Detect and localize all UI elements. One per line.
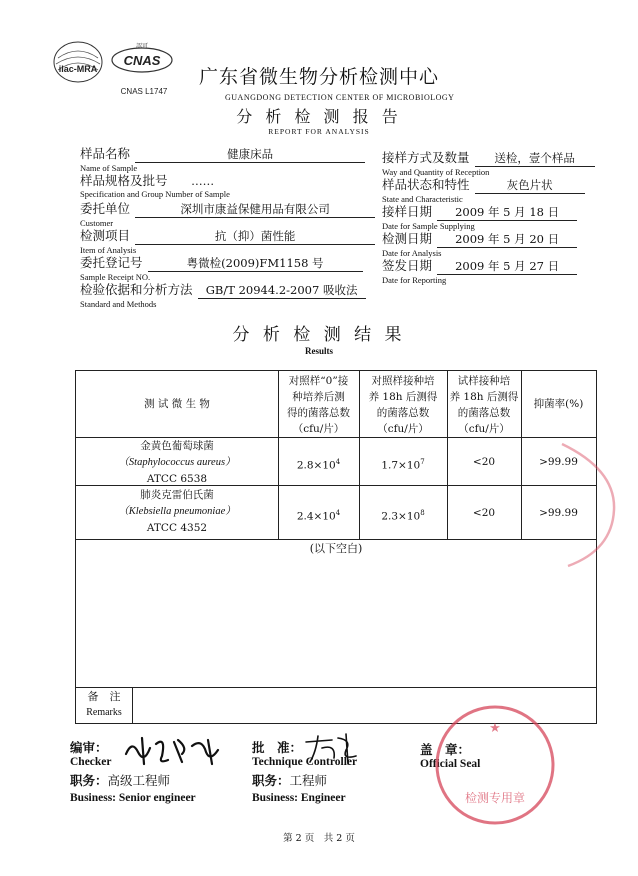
field-date-reporting: 签发日期 2009 年 5 月 27 日 Date for Reporting (382, 255, 577, 285)
official-seal-stamp (432, 702, 558, 828)
header-organism: 测 试 微 生 物 (144, 398, 210, 410)
table-cell-control-18h: $2.3\times 10^8$ (381, 509, 425, 523)
field-customer: 委托单位 深圳市康益保健用品有限公司 Customer (80, 198, 375, 228)
cnas-text: CNAS (123, 53, 161, 68)
page-number: 第 2 页 共 2 页 (283, 833, 355, 844)
field-specification: 样品规格及批号 …… Specification and Group Number of Sample (80, 173, 230, 199)
table-cell-sample: <20 (472, 507, 496, 519)
report-title-en: REPORT FOR ANALYSIS (268, 127, 370, 136)
controller-block: 批 准： Technique Controller 职务：工程师 Business: Engineer (252, 740, 358, 804)
partial-seal-stamp (558, 440, 618, 570)
remarks-label: 备 注 Remarks (86, 690, 122, 718)
ilac-mra-text: ilac-MRA (58, 64, 98, 74)
header-control-0h: 对照样“0”接 种培养后测 得的菌落总数 （cfu/片） (287, 375, 350, 435)
svg-text:★: ★ (489, 721, 501, 736)
institution-title-en: GUANGDONG DETECTION CENTER OF MICROBIOLOGY (225, 93, 455, 102)
results-title: 分 析 检 测 结 果 (232, 325, 406, 345)
checker-signature (122, 734, 232, 768)
table-cell-control-18h: $1.7\times 10^7$ (381, 458, 425, 472)
field-standard-methods: 检验依据和分析方法 GB/T 20944.2-2007 吸收法 Standard and Methods (80, 279, 366, 309)
table-cell-rate: >99.99 (539, 456, 578, 468)
table-row-organism: 肺炎克雷伯氏菌 （Klebsiella pneumoniae） ATCC 4352 (118, 489, 236, 534)
cnas-code: CNAS L1747 (120, 87, 168, 96)
header-inhibition-rate: 抑菌率(%) (533, 398, 584, 410)
blank-note: (以下空白) (309, 542, 363, 555)
field-state: 样品状态和特性 灰色片状 State and Characteristic (382, 174, 585, 204)
table-cell-control-0h: $2.8\times 10^4$ (296, 458, 341, 472)
svg-text:检测专用章: 检测专用章 (464, 791, 526, 805)
report-title: 分 析 检 测 报 告 (236, 107, 402, 126)
table-cell-sample: <20 (472, 456, 496, 468)
field-date-analysis: 检测日期 2009 年 5 月 20 日 Date for Analysis (382, 228, 577, 258)
field-reception: 接样方式及数量 送检，壹个样品 Way and Quantity of Reception (382, 147, 595, 177)
institution-title: 广东省微生物分析检测中心 (198, 66, 439, 88)
field-sample-receipt: 委托登记号 粤微检(2009)FM1158 号 Sample Receipt NO. (80, 252, 363, 282)
controller-signature (302, 732, 362, 766)
seal-block: 盖 章： Official Seal (420, 742, 481, 770)
header-control-18h: 对照样接种培 养 18h 后测得 的菌落总数 （cfu/片） (368, 375, 438, 435)
table-cell-rate: >99.99 (539, 507, 578, 519)
svg-text:認可: 認可 (135, 43, 149, 50)
table-cell-control-0h: $2.4\times 10^4$ (296, 509, 341, 523)
results-title-en: Results (304, 346, 333, 356)
field-item-of-analysis: 检测项目 抗（抑）菌性能 Item of Analysis (80, 225, 375, 255)
header-sample-18h: 试样接种培 养 18h 后测得 的菌落总数 （cfu/片） (449, 375, 519, 435)
checker-block: 编审： Checker 职务：高级工程师 Business: Senior engineer (70, 740, 196, 804)
field-sample-name: 样品名称 健康床品 Name of Sample (80, 143, 365, 173)
results-table (75, 370, 597, 724)
table-row-organism: 金黄色葡萄球菌 （Staphylococcus aureus） ATCC 6538 (118, 440, 236, 485)
field-date-supplying: 接样日期 2009 年 5 月 18 日 Date for Sample Supplying (382, 201, 577, 231)
